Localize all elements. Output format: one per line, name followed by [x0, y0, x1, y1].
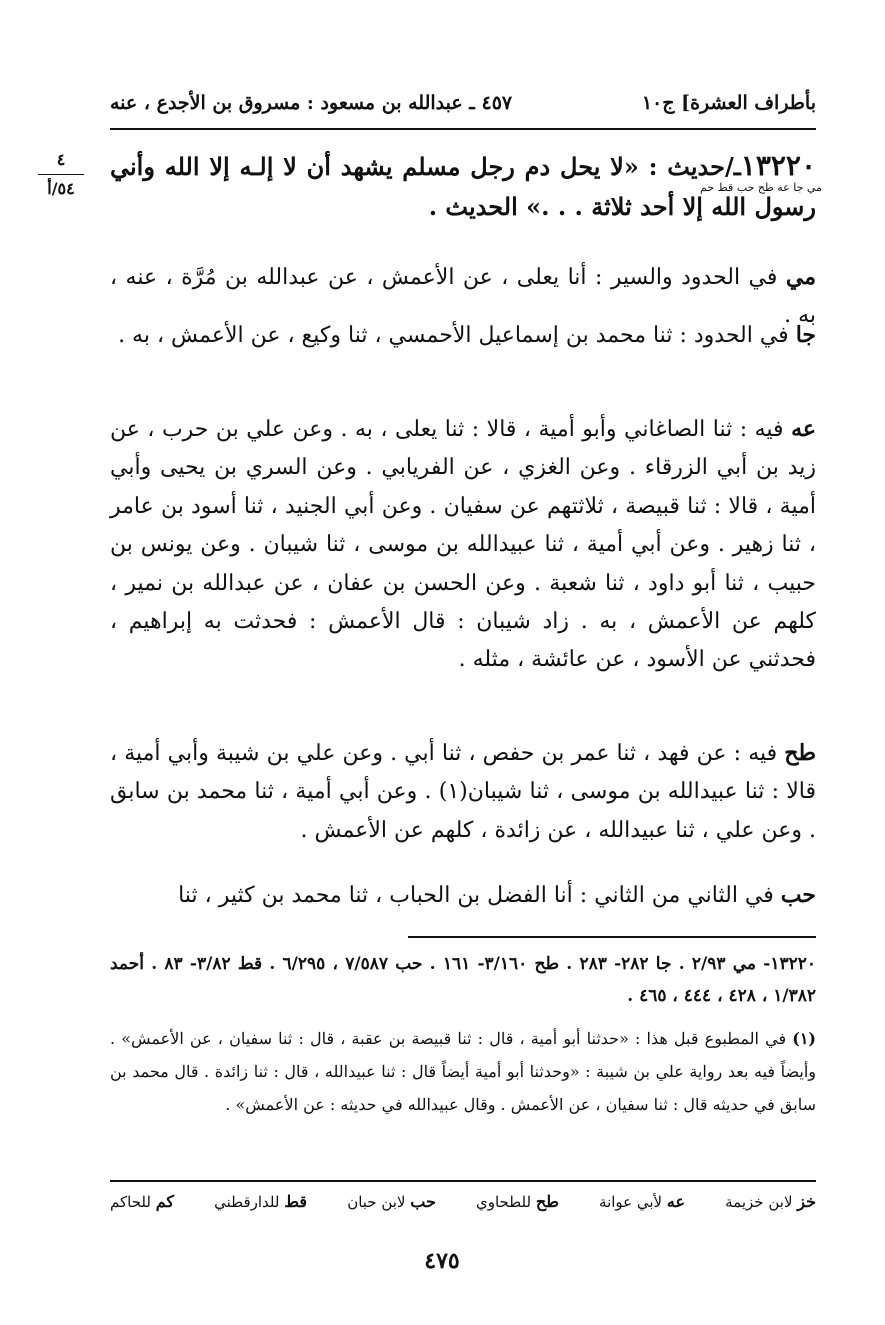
folio-note-divider	[38, 174, 84, 175]
legend-code: كم	[155, 1192, 175, 1211]
legend-code: قط	[284, 1192, 308, 1211]
paragraph-lead: حب	[780, 882, 816, 908]
running-header	[110, 86, 816, 120]
legend-item	[347, 1192, 436, 1211]
legend-label: لأبي عوانة	[599, 1193, 663, 1211]
footnote-text: في المطبوع قبل هذا : «حدثنا أبو أمية ، قال : ثنا قبيصة بن عقبة ، قال : ثنا سفيان ، عن الأعمش» . وأيضاً فيه بعد رواية علي بن شيبة : «وحدثنا أبو أمية أيضاً قال : ثنا عبيدالله ، قال : ثنا زائدة . قال محمد بن سابق في حديثه قال : ثنا سفيان ، عن الأعمش . وقال عبيدالله في حديثه : عن الأعمش» .	[110, 1029, 816, 1114]
paragraph-text: في الحدود والسير : أنا يعلى ، عن الأعمش ، عن عبدالله بن مُرَّة ، عنه ، به .	[110, 265, 816, 329]
folio-note-top: ٤	[56, 150, 66, 169]
footnote-divider	[408, 936, 816, 938]
source-sigla: مي جا عه طح حب قط حم	[700, 181, 822, 194]
paragraph-text: في الثاني من الثاني : أنا الفضل بن الحباب ، ثنا محمد بن كثير ، ثنا	[178, 883, 774, 908]
paragraph-text: فيه : ثنا الصاغاني وأبو أمية ، قالا : ثنا يعلى ، به . وعن علي بن حرب ، عن زيد بن أبي الزرقاء . وعن الغزي ، عن الفريابي . وعن السري بن يحيى وأبي أمية ، قالا : ثنا قبيصة ، ثلاثتهم عن سفيان . وعن أبي الجنيد ، ثنا أسود بن عامر ، ثنا زهير . وعن أبي أمية ، ثنا عبيدالله بن موسى ، ثنا شيبان . وعن يونس بن حبيب ، ثنا أبو داود ، ثنا شعبة . وعن الحسن بن عفان ، عن عبدالله بن نمير ، كلهم عن الأعمش ، به . زاد شيبان : قال الأعمش : فحدثت به إبراهيم ، فحدثني عن الأسود ، عن عائشة ، مثله .	[110, 417, 816, 673]
legend-item	[725, 1192, 816, 1211]
paragraph-hb	[110, 876, 816, 915]
legend-item	[214, 1192, 307, 1211]
section-title: ٤٥٧ ـ عبدالله بن مسعود : مسروق بن الأجدع ، عنه	[110, 92, 513, 114]
legend-label: لابن حبان	[347, 1193, 406, 1211]
footnote-marker: (١)	[792, 1029, 816, 1048]
folio-note-bottom: ٥٤/أ	[47, 179, 75, 198]
page-number: ٤٧٥	[424, 1248, 460, 1274]
legend-label: للحاكم	[110, 1193, 151, 1211]
paragraph-lead: مي	[785, 264, 816, 290]
legend-label: للدارقطني	[214, 1193, 280, 1211]
hadith-number: ١٣٢٢٠	[740, 149, 816, 182]
paragraph-lead: عه	[791, 416, 817, 442]
paragraph-text: في الحدود : ثنا محمد بن إسماعيل الأحمسي ، ثنا وكيع ، عن الأعمش ، به .	[118, 323, 789, 348]
legend-code: خز	[797, 1192, 816, 1211]
paragraph-th	[110, 734, 816, 850]
paragraph-ah	[110, 410, 816, 680]
book-title: بأطراف العشرة] ج١٠	[641, 92, 816, 114]
legend-code: عه	[666, 1192, 686, 1211]
legend-code: طح	[535, 1192, 559, 1211]
header-divider	[110, 128, 816, 130]
abbreviation-legend	[110, 1192, 816, 1211]
legend-item	[476, 1192, 559, 1211]
paragraph-lead: جا	[795, 322, 816, 348]
manuscript-folio-note	[38, 150, 84, 199]
legend-label: للطحاوي	[476, 1193, 532, 1211]
hadith-text: ـ/حديث : «لا يحل دم رجل مسلم يشهد أن لا إلـه إلا الله وأني رسول الله إلا أحد ثلاثة . . .» الحديث .	[110, 152, 816, 221]
paragraph-lead: طح	[784, 740, 816, 766]
paragraph-text: فيه : عن فهد ، ثنا عمر بن حفص ، ثنا أبي . وعن علي بن شيبة وأبي أمية ، قالا : ثنا عبيدالله بن موسى ، ثنا شيبان(١) . وعن أبي أمية ، ثنا محمد بن سابق . وعن علي ، ثنا عبيدالله ، عن زائدة ، كلهم عن الأعمش .	[110, 741, 816, 843]
legend-code: حب	[410, 1192, 436, 1211]
legend-item	[599, 1192, 685, 1211]
legend-divider	[110, 1180, 816, 1182]
footnote-1	[110, 1022, 816, 1121]
legend-label: لابن خزيمة	[725, 1193, 793, 1211]
legend-item	[110, 1192, 174, 1211]
paragraph-ja	[110, 316, 816, 355]
footnote-references: ١٣٢٢٠- مي ٢/٩٣ . جا ٢٨٢- ٢٨٣ . طح ٣/١٦٠- ١٦١ . حب ٧/٥٨٧ ، ٦/٢٩٥ . قط ٣/٨٢- ٨٣ . أحمد ١/٣٨٢ ، ٤٢٨ ، ٤٤٤ ، ٤٦٥ .	[110, 954, 816, 1006]
